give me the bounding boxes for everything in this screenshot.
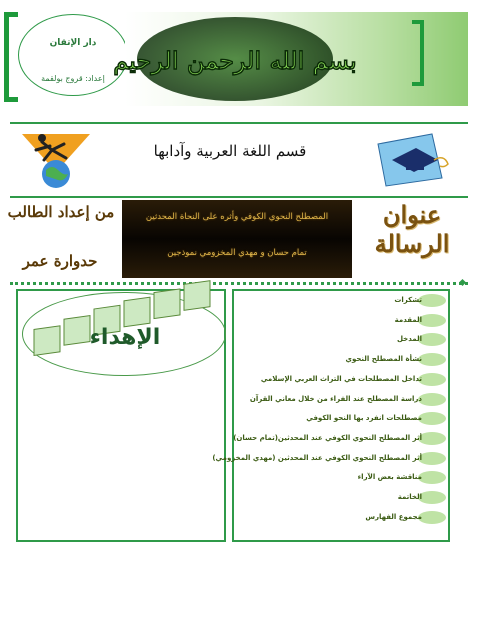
toc-item: أثر المصطلح النحوي الكوفي عند المحدثين(تمام حسان) [233,433,422,442]
toc-item: دراسة المصطلح عند الفراء من خلال معاني القرآن [249,394,422,403]
basmala-calligraphy [113,14,357,104]
toc-bullet-icon [418,314,446,327]
toc-item: مجموع الفهارس [365,512,422,521]
thesis-label: عنوان الرسالة [374,200,450,258]
thesis-title-line2: تمام حسان و مهدي المخزومي نموذجين [167,248,307,258]
toc-bullet-icon [418,511,446,524]
toc-bullet-icon [418,393,446,406]
graduation-cap-icon [372,130,458,190]
toc-item: تشكرات [394,296,422,304]
publisher-name: دار الإتقان [49,38,97,48]
toc-item: الخاتمة [397,493,422,501]
prepared-by: إعداد: قروج بولقمة [41,74,105,83]
toc-bullet-icon [418,294,446,307]
toc-item: المقدمة [394,315,422,324]
toc-item: المدخل [396,335,422,344]
student-name: حدوارة عمر [22,252,98,270]
department-title: قسم اللغة العربية وآدابها [153,142,307,160]
runner-globe-icon [20,128,92,190]
left-bracket-ornament [4,12,18,102]
basmala-text: بسم الله الرحمن الرحيم [113,46,357,75]
toc-bullet-icon [418,373,446,386]
toc-bullet-icon [418,452,446,465]
toc-item: مصطلحات انفرد بها النحو الكوفي [306,414,422,423]
toc-item: مناقشة بعض الآراء [357,473,422,482]
mid-separator [10,196,468,198]
publisher-ellipse [18,14,128,96]
toc-item: أثر المصطلح النحوي الكوفي عند المحدثين (مهدي المخزومي) [212,453,422,462]
dotted-separator [10,282,468,285]
toc-bullet-icon [418,432,446,445]
right-bracket-ornament [412,20,424,86]
toc-bullet-icon [418,491,446,504]
dedication-heading [30,300,220,364]
dedication-text: الإهداء [89,325,161,350]
toc-bullet-icon [418,353,446,366]
toc-item: تداخل المصطلحات في التراث العربي الإسلامي [260,374,422,383]
toc-item: نشأة المصطلح النحوي [345,355,422,364]
thesis-title-line1: المصطلح النحوي الكوفي وأثره على النحاة المحدثين [145,212,329,222]
student-label: من إعداد الطالب [7,203,115,221]
top-separator [10,122,468,124]
